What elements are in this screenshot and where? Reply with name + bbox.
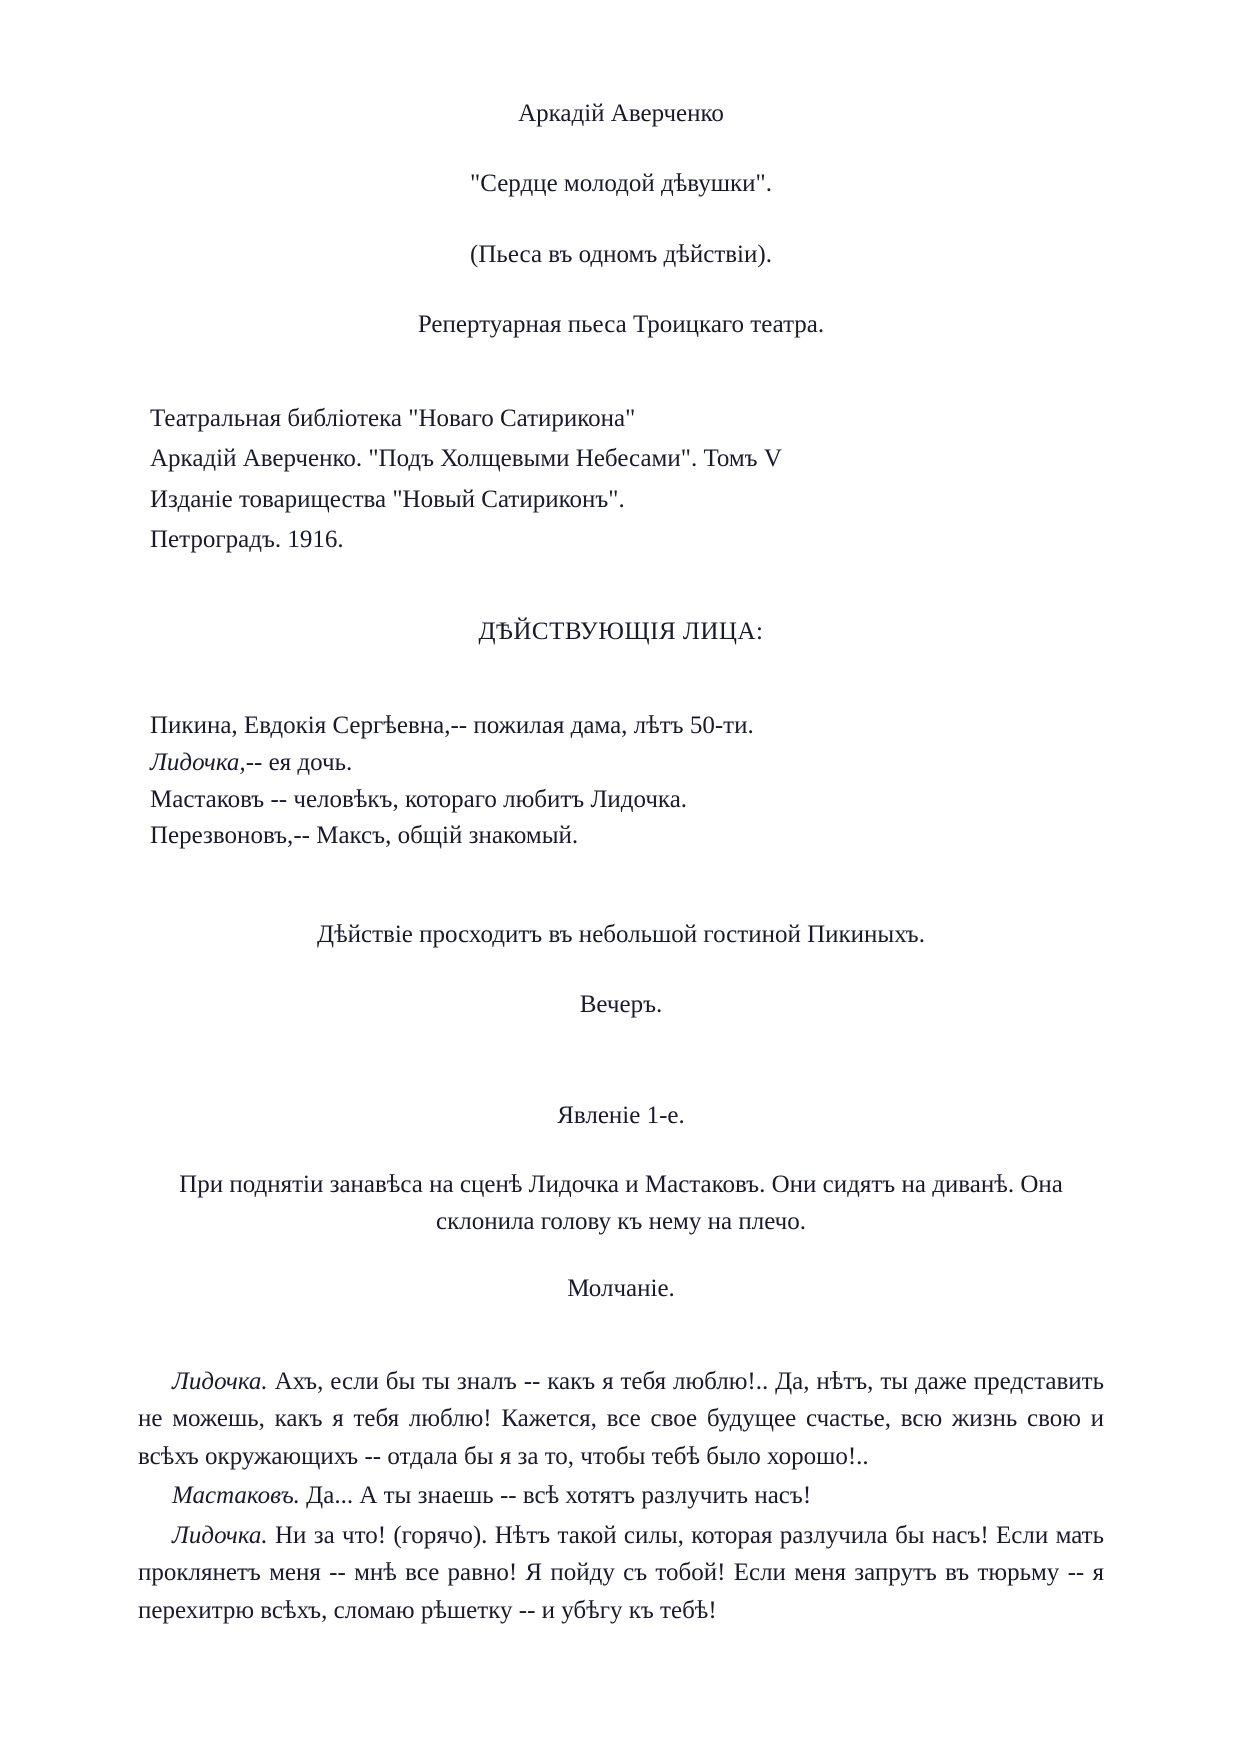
cast-item <box>150 745 1104 782</box>
setting-note: Дѣйствіе просходитъ въ небольшой гостиной Пикиныхъ. <box>317 921 925 948</box>
cast-item <box>150 782 1104 819</box>
scene-heading: Явленіе 1-е. <box>557 1101 685 1129</box>
imprint-line-3: Изданіе товарищества "Новый Сатириконъ". <box>150 485 625 513</box>
imprint-block <box>150 401 1104 558</box>
imprint-line-2: Аркадій Аверченко. "Подъ Холщевыми Небесами". Томъ V <box>150 445 782 473</box>
cast-description: -- человѣкъ, котораго любитъ Лидочка. <box>264 785 688 813</box>
play-subtitle: (Пьеса въ одномъ дѣйствіи). <box>470 240 772 268</box>
scene-direction: При поднятіи занавѣса на сценѣ Лидочка и Мастаковъ. Они сидятъ на диванѣ. Она склонила голову къ нему на плечо. <box>179 1170 1063 1235</box>
speaker-name: Мастаковъ. <box>172 1482 300 1509</box>
play-title: "Сердце молодой дѣвушки". <box>470 170 772 198</box>
cast-name: Перезвоновъ, <box>150 822 294 850</box>
cast-heading: ДѢЙСТВУЮЩІЯ ЛИЦА: <box>478 618 764 645</box>
author-name: Аркадій Аверченко <box>518 100 724 127</box>
cast-item <box>150 818 1104 855</box>
time-note: Вечеръ. <box>579 991 663 1019</box>
cast-name: Пикина, Евдокія Сергѣевна, <box>150 712 451 739</box>
imprint-line-1: Театральная библіотека "Новаго Сатирикона" <box>150 405 636 432</box>
silence-note: Молчаніе. <box>567 1274 675 1302</box>
repertory-note: Репертуарная пьеса Троицкаго театра. <box>417 310 825 338</box>
speech-text: Ни за что! (горячо). Нѣтъ такой силы, которая разлучила бы насъ! Если мать проклянетъ меня -- мнѣ все равно! Я пойду съ тобой! Если меня запрутъ въ тюрьму -- я перехитрю всѣхъ, сломаю рѣшетку -- и убѣгу къ тебѣ! <box>138 1521 1104 1624</box>
speaker-name: Лидочка. <box>172 1521 268 1549</box>
cast-description: -- Максъ, общій знакомый. <box>293 822 579 850</box>
cast-name: Лидочка, <box>150 748 246 776</box>
speech-line <box>138 1517 1104 1630</box>
speech-text: Да... А ты знаешь -- всѣ хотятъ разлучить насъ! <box>299 1482 812 1509</box>
speech-text: Ахъ, если бы ты зналъ -- какъ я тебя люблю!.. Да, нѣтъ, ты даже представить не можешь, какъ я тебя люблю! Кажется, все свое будущее счастье, всю жизнь свою и всѣхъ окружающихъ -- отдала бы я за то, чтобы тебѣ было хорошо!.. <box>138 1367 1104 1470</box>
cast-description: -- пожилая дама, лѣтъ 50-ти. <box>450 712 754 739</box>
cast-name: Мастаковъ <box>150 785 265 813</box>
speech-line <box>138 1363 1104 1476</box>
dialogue-block <box>138 1363 1104 1630</box>
imprint-line-4: Петроградъ. 1916. <box>150 525 344 553</box>
speech-line <box>138 1477 1104 1515</box>
speaker-name: Лидочка. <box>172 1367 268 1395</box>
cast-list <box>150 708 1104 855</box>
cast-description: -- ея дочь. <box>245 748 353 776</box>
cast-item <box>150 708 1104 745</box>
